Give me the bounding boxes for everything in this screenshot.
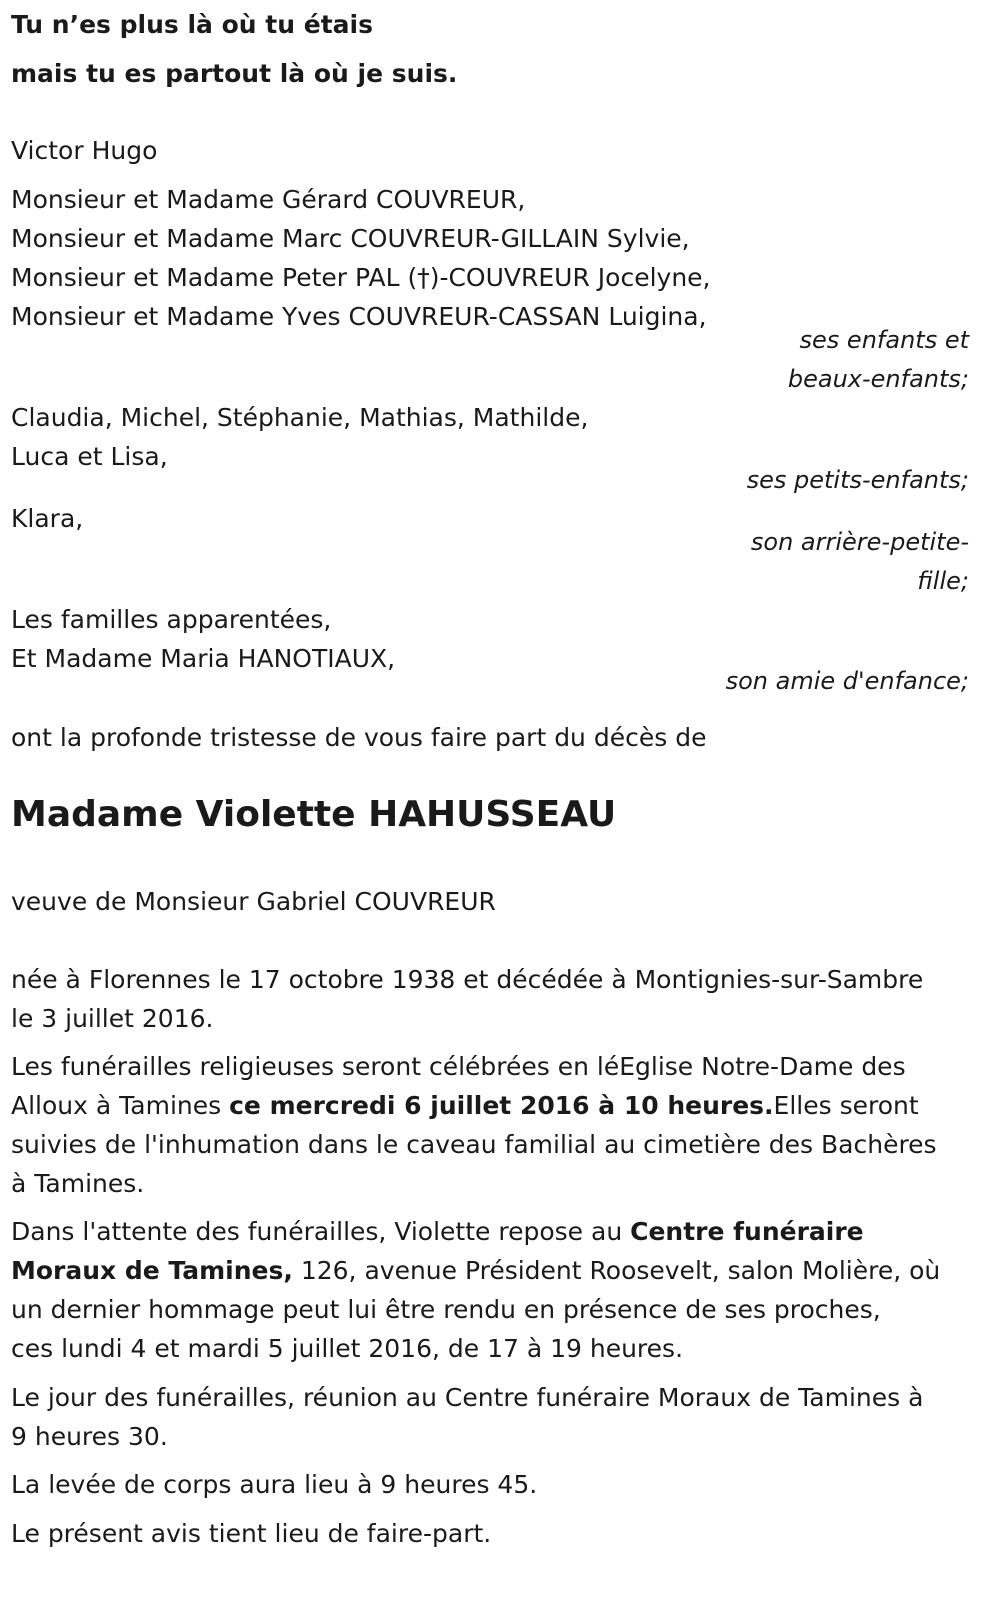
funeral-line-4: à Tamines.: [11, 1169, 145, 1198]
great-grandchild-role-line-2: fille;: [917, 567, 969, 595]
grandchildren-role: ses petits-enfants;: [746, 466, 969, 494]
closing-note: Le présent avis tient lieu de faire-part.: [11, 1519, 492, 1548]
funeral-place: Alloux à Tamines: [11, 1091, 230, 1120]
friend-role: son amie d'enfance;: [725, 667, 969, 695]
families-line-2: Et Madame Maria HANOTIAUX,: [11, 644, 396, 673]
meeting-line-2: 9 heures 30.: [11, 1422, 168, 1451]
widow-of: veuve de Monsieur Gabriel COUVREUR: [11, 887, 496, 916]
great-grandchild: Klara,: [11, 504, 84, 533]
funeral-home-name-2: Moraux de Tamines,: [11, 1256, 293, 1285]
funeral-home-name-1: Centre funéraire: [630, 1217, 864, 1246]
children-line-4: Monsieur et Madame Yves COUVREUR-CASSAN Luigina,: [11, 302, 707, 331]
families-line-1: Les familles apparentées,: [11, 605, 332, 634]
funeral-line-3: suivies de l'inhumation dans le caveau familial au cimetière des Bachères: [11, 1130, 937, 1159]
deceased-name: Madame Violette HAHUSSEAU: [11, 794, 617, 835]
quote-line-1: Tu n’es plus là où tu étais: [11, 10, 373, 39]
quote-author: Victor Hugo: [11, 136, 158, 165]
children-line-2: Monsieur et Madame Marc COUVREUR-GILLAIN Sylvie,: [11, 224, 690, 253]
quote-line-2: mais tu es partout là où je suis.: [11, 59, 458, 88]
birth-death-line-2: le 3 juillet 2016.: [11, 1004, 214, 1033]
grandchildren-line-1: Claudia, Michel, Stéphanie, Mathias, Mathilde,: [11, 403, 589, 432]
visitation-line-3: un dernier hommage peut lui être rendu en présence de ses proches,: [11, 1295, 881, 1324]
great-grandchild-role-line-1: son arrière-petite-: [750, 528, 969, 556]
meeting-line-1: Le jour des funérailles, réunion au Centre funéraire Moraux de Tamines à: [11, 1383, 924, 1412]
funeral-line-1: Les funérailles religieuses seront célébrées en léEglise Notre-Dame des: [11, 1052, 906, 1081]
birth-death-line-1: née à Florennes le 17 octobre 1938 et décédée à Montignies-sur-Sambre: [11, 965, 924, 994]
grandchildren-line-2: Luca et Lisa,: [11, 442, 168, 471]
visitation-intro: Dans l'attente des funérailles, Violette repose au: [11, 1217, 631, 1246]
funeral-followup: Elles seront: [773, 1091, 919, 1120]
children-role-line-1: ses enfants et: [799, 326, 969, 354]
visitation-line-4: ces lundi 4 et mardi 5 juillet 2016, de 17 à 19 heures.: [11, 1334, 684, 1363]
funeral-date: ce mercredi 6 juillet 2016 à 10 heures.: [229, 1091, 774, 1120]
levee-info: La levée de corps aura lieu à 9 heures 45.: [11, 1470, 538, 1499]
funeral-line-2: [11, 1086, 919, 1125]
visitation-line-1: [11, 1212, 864, 1251]
children-role-line-2: beaux-enfants;: [787, 365, 969, 393]
funeral-home-address: 126, avenue Président Roosevelt, salon Molière, où: [292, 1256, 941, 1285]
announcement: ont la profonde tristesse de vous faire part du décès de: [11, 723, 707, 752]
children-line-3: Monsieur et Madame Peter PAL (†)-COUVREUR Jocelyne,: [11, 263, 711, 292]
visitation-line-2: [11, 1251, 940, 1290]
children-line-1: Monsieur et Madame Gérard COUVREUR,: [11, 185, 526, 214]
